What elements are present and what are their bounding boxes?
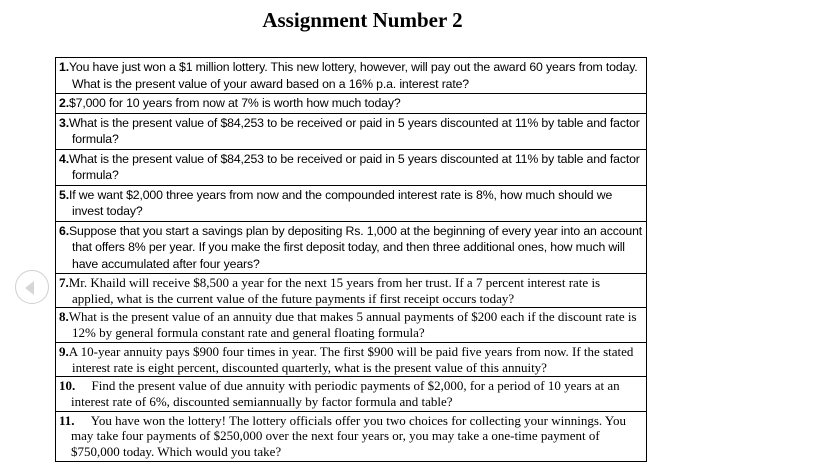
question-4 [56, 149, 647, 185]
question-6 [56, 221, 647, 274]
question-text: $7,000 for 10 years from now at 7% is worth how much today? [68, 96, 401, 110]
question-text: You have won the lottery! The lottery officials offer you two choices for collecting your winnings. You may take four payments of $250,000 over the next four years or, you may take a one-time payment of $750,000 today. Which would you take? [71, 412, 626, 460]
question-text: Find the present value of due annuity with periodic payments of $2,000, for a period of 10 years at an interest rate of 6%, discounted semiannually by factor formula and table? [71, 378, 620, 409]
question-11 [56, 411, 647, 461]
question-number: 4. [59, 151, 69, 166]
question-number: 6. [59, 223, 69, 238]
table-row [56, 342, 647, 376]
table-row [56, 308, 647, 342]
question-text: A 10-year annuity pays $900 four times in year. The first $900 will be paid five years from now. If the stated interest rate is eight percent, discounted quarterly, what is the present value of this annuity? [68, 343, 634, 375]
question-number: 3. [59, 115, 69, 130]
table-row [56, 377, 647, 411]
page-title: Assignment Number 2 [262, 8, 463, 32]
question-number: 10. [59, 378, 76, 394]
question-5 [56, 185, 647, 221]
question-text: Mr. Khaild will receive $8,500 a year for the next 15 years from her trust. If a 7 percent interest rate is applied, what is the current value of the future payments if first receipt occurs today? [68, 275, 601, 306]
question-text: What is the present value of $84,253 to be received or paid in 5 years discounted at 11% by table and factor formula? [68, 115, 640, 146]
question-10 [56, 377, 647, 411]
previous-page-button[interactable] [15, 270, 49, 304]
question-number: 5. [59, 187, 69, 202]
table-row [56, 185, 647, 221]
question-1 [56, 58, 647, 94]
question-8 [56, 308, 647, 342]
question-text: Suppose that you start a savings plan by depositing Rs. 1,000 at the beginning of every year into an account that offers 8% per year. If you make the first deposit today, and then three additional ones, how much will have accumulated after four years? [68, 223, 643, 271]
question-2 [56, 94, 647, 114]
question-3 [56, 113, 647, 149]
table-row [56, 58, 647, 94]
question-9 [56, 342, 647, 376]
questions-table [55, 57, 647, 462]
question-number: 8. [59, 309, 69, 325]
question-number: 11. [59, 412, 75, 428]
table-row [56, 411, 647, 461]
table-row [56, 94, 647, 114]
question-number: 2. [59, 96, 69, 110]
table-row [56, 113, 647, 149]
question-text: What is the present value of $84,253 to be received or paid in 5 years discounted at 11% by table and factor formula? [68, 151, 640, 182]
question-text: If we want $2,000 three years from now and the compounded interest rate is 8%, how much should we invest today? [68, 187, 613, 218]
question-number: 9. [59, 343, 69, 359]
question-text: What is the present value of an annuity due that makes 5 annual payments of $200 each if the discount rate is 12% by general formula constant rate and general floating formula? [68, 309, 637, 341]
table-row [56, 221, 647, 274]
question-number: 7. [59, 275, 69, 290]
question-number: 1. [59, 60, 69, 74]
chevron-left-icon [25, 281, 34, 295]
table-row [56, 149, 647, 185]
question-text: You have just won a $1 million lottery. This new lottery, however, will pay out the award 60 years from today. What is the present value of your award based on a 16% p.a. interest rate? [68, 60, 638, 91]
table-row [56, 274, 647, 308]
question-7 [56, 274, 647, 308]
